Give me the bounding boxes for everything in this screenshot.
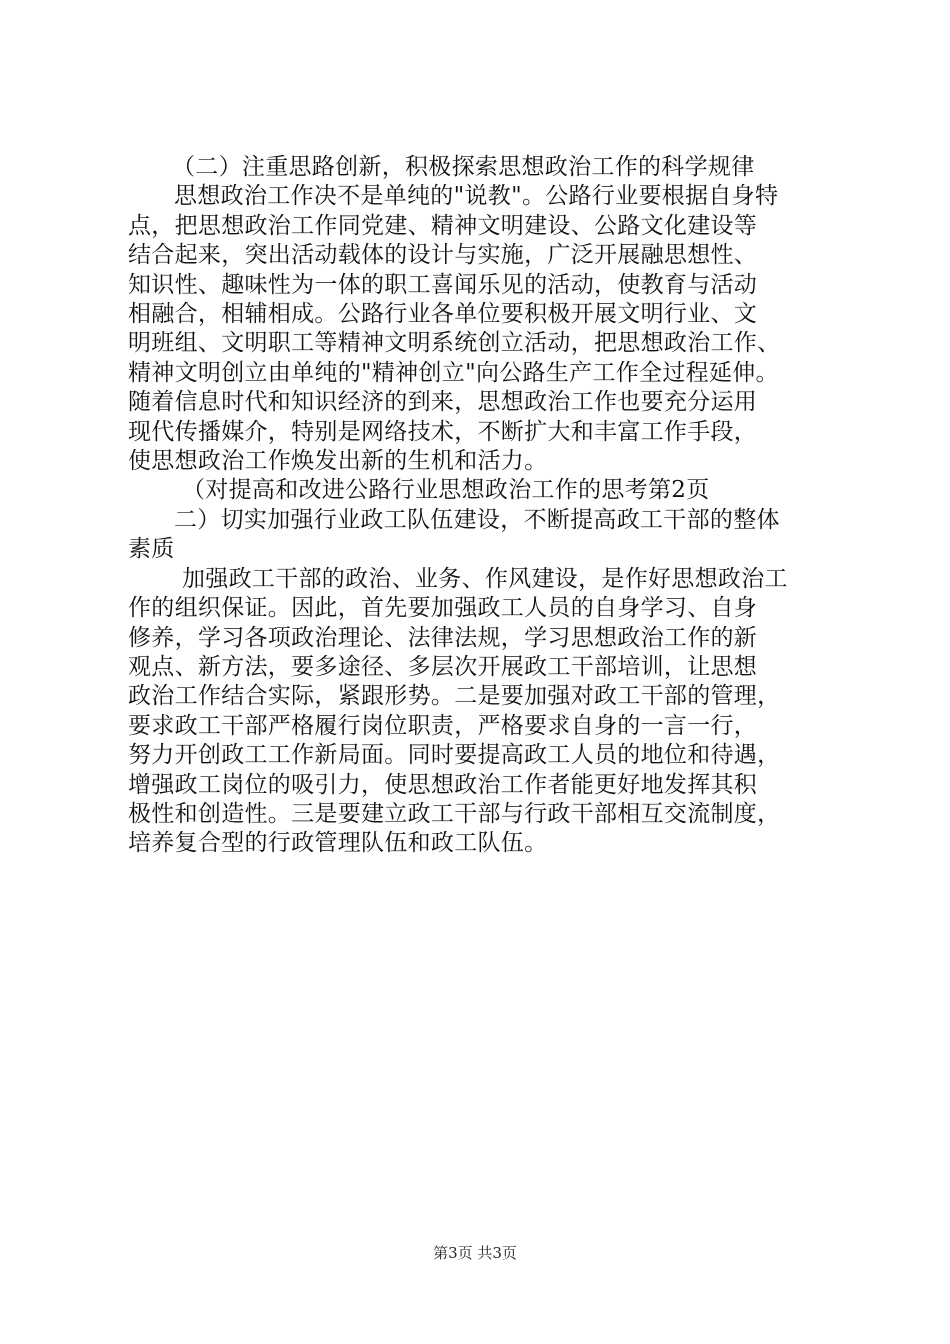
paragraph-1-line: 精神文明创立由单纯的"精神创立"向公路生产工作全过程延伸。	[128, 359, 779, 386]
section-heading-1: （二）注重思路创新，积极探索思想政治工作的科学规律	[172, 154, 755, 180]
document-body	[128, 153, 828, 859]
page-reference-line: （对提高和改进公路行业思想政治工作的思考第2页	[182, 477, 710, 504]
paragraph-1-line: 知识性、趣味性为一体的职工喜闻乐见的活动，使教育与活动	[128, 271, 758, 298]
section-heading-2: 素质	[128, 536, 175, 563]
paragraph-1-line: 明班组、文明职工等精神文明系统创立活动，把思想政治工作、	[128, 330, 781, 357]
page-footer	[0, 1243, 950, 1263]
paragraph-2-line: 培养复合型的行政管理队伍和政工队伍。	[128, 830, 548, 857]
paragraph-1-line: 点，把思想政治工作同党建、精神文明建设、公路文化建设等	[128, 212, 758, 239]
paragraph-2-line: 努力开创政工工作新局面。同时要提高政工人员的地位和待遇，	[128, 742, 781, 769]
paragraph-1-line: 使思想政治工作焕发出新的生机和活力。	[128, 448, 548, 475]
paragraph-2-line: 观点、新方法，要多途径、多层次开展政工干部培训，让思想	[128, 653, 758, 680]
paragraph-1-line: 随着信息时代和知识经济的到来，思想政治工作也要充分运用	[128, 389, 758, 416]
paragraph-2-line: 政治工作结合实际，紧跟形势。二是要加强对政工干部的管理，	[128, 683, 781, 710]
paragraph-1-line: 现代传播媒介，特别是网络技术，不断扩大和丰富工作手段，	[128, 418, 758, 445]
paragraph-2-line: 极性和创造性。三是要建立政工干部与行政干部相互交流制度，	[128, 800, 781, 827]
section-heading-2: 二）切实加强行业政工队伍建设，不断提高政工干部的整体	[174, 506, 780, 533]
page-number-total: 共3页	[477, 1244, 517, 1262]
page-number-current: 第3页	[433, 1244, 473, 1262]
paragraph-1-line: 思想政治工作决不是单纯的"说教"。公路行业要根据自身特	[174, 183, 779, 210]
paragraph-2-line: 加强政工干部的政治、业务、作风建设，是作好思想政治工	[182, 565, 788, 592]
paragraph-2-line: 增强政工岗位的吸引力，使思想政治工作者能更好地发挥其积	[128, 771, 758, 798]
paragraph-2-line: 要求政工干部严格履行岗位职责，严格要求自身的一言一行，	[128, 712, 758, 739]
paragraph-1-line: 结合起来，突出活动载体的设计与实施，广泛开展融思想性、	[128, 242, 758, 269]
paragraph-1-line: 相融合，相辅相成。公路行业各单位要积极开展文明行业、文	[128, 301, 758, 328]
paragraph-2-line: 修养，学习各项政治理论、法律法规，学习思想政治工作的新	[128, 624, 758, 651]
paragraph-2-line: 作的组织保证。因此，首先要加强政工人员的自身学习、自身	[128, 595, 758, 622]
